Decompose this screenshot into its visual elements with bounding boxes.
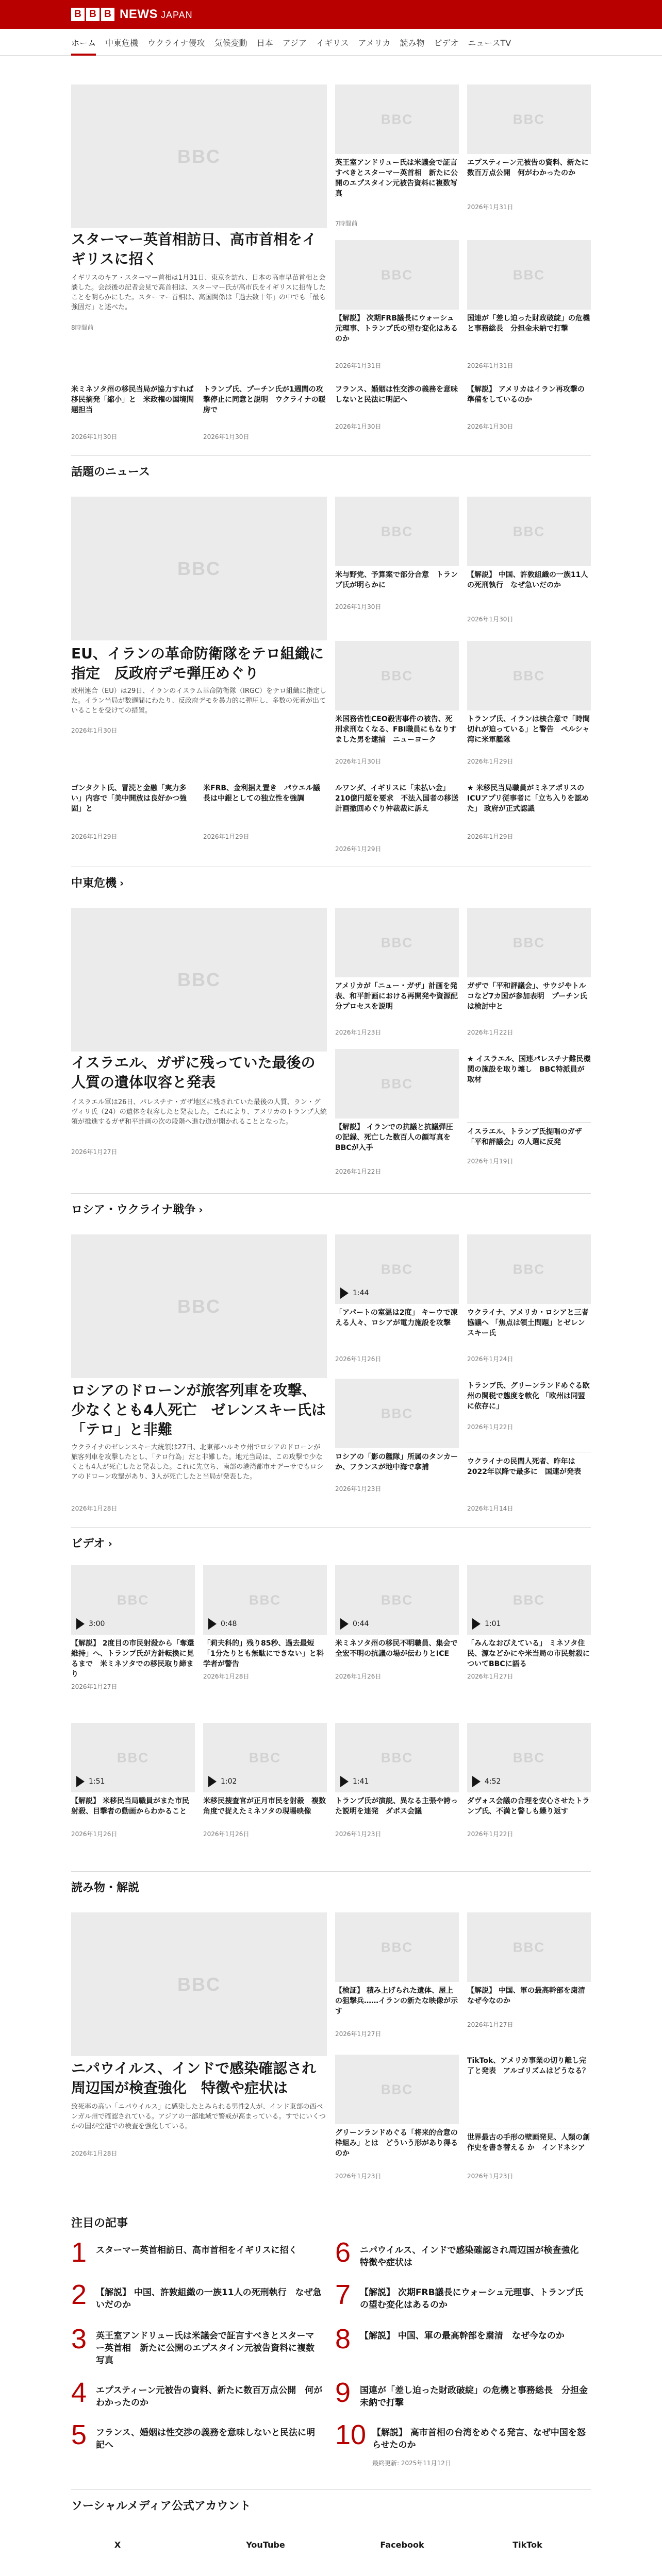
video-headline[interactable]: 米移民捜査官が正月市民を射殺 複数角度で捉えたミネソタの現場映像 xyxy=(203,1797,326,1816)
story-image[interactable] xyxy=(335,497,459,566)
story-image[interactable] xyxy=(335,1912,459,1982)
story-date: 2026年1月30日 xyxy=(467,423,514,430)
section-title xyxy=(71,2207,591,2230)
lead-image[interactable] xyxy=(71,84,327,228)
play-icon xyxy=(208,1618,217,1630)
story-headline[interactable]: ロシアの「影の艦隊」所属のタンカー か、フランスが地中海で拿捕 xyxy=(335,1453,458,1471)
story-image[interactable] xyxy=(335,240,459,310)
story-date: 2026年1月30日 xyxy=(203,433,250,440)
story-image[interactable] xyxy=(335,908,459,977)
story-date: 2026年1月29日 xyxy=(335,845,382,853)
lead-summary: イギリスのキア・スターマー首相は1月31日、東京を訪れ、日本の高市早苗首相と会談した。会談後の記者会見で高首相は、スターマー氏が高市氏をイギリスに招待したことを明らかにした。スターマー首相は、高国関係は「過去数十年」の中でも「最も強固だ」と述べた。 xyxy=(71,274,326,311)
story-date: 2026年1月30日 xyxy=(467,616,514,623)
video-headline[interactable]: トランプ氏が演説、異なる主張や誇った説明を連発 ダボス会議 xyxy=(335,1797,458,1816)
story-headline[interactable]: ゴンタクト氏、冒涜と金融「実力多い」内容で「美中開放は良好かつ強固」と xyxy=(71,784,187,813)
social-link-youtube[interactable]: YouTube xyxy=(246,2540,285,2550)
lead-headline[interactable]: EU、イランの革命防衛隊をテロ組織に指定 反政府デモ弾圧めぐり xyxy=(71,645,324,682)
video-image[interactable] xyxy=(203,1565,327,1635)
video-duration: 0:44 xyxy=(353,1620,369,1628)
story-date: 2026年1月30日 xyxy=(71,433,118,440)
video-date: 2026年1月26日 xyxy=(203,1831,250,1838)
story-headline[interactable]: フランス、婚姻は性交渉の義務を意味しないと民法に明記へ xyxy=(335,385,458,404)
rank-number: 10 xyxy=(335,2419,367,2450)
social-link-x[interactable]: X xyxy=(114,2540,121,2550)
video-duration: 1:41 xyxy=(353,1777,369,1786)
most-read-link[interactable]: 英王室アンドリュー氏は米議会で証言すべきとスターマー英首相 新たに公開のエプスタイン元被告資料に複数写真 xyxy=(96,2331,315,2366)
rank-number: 2 xyxy=(71,2279,87,2310)
video-headline[interactable]: ダヴォス会議の合理を安心させたトランプ氏、不満と警しも繰り返す xyxy=(467,1797,590,1816)
nav-middle-east[interactable]: 中東危機 xyxy=(105,38,139,48)
rank-number: 6 xyxy=(335,2237,351,2268)
play-icon xyxy=(208,1776,217,1787)
story-date: 2026年1月31日 xyxy=(335,362,382,369)
story-headline[interactable]: アメリカが「ニュー・ガザ」計画を発表、和平計画における再開発や資源配分プロセスを説明 xyxy=(335,982,458,1011)
nav-news-tv[interactable]: ニュースTV xyxy=(468,38,511,48)
story-headline[interactable]: 【解説】 イランでの抗議と抗議弾圧の記録、死亡した数百人の顔写真をBBCが入手 xyxy=(335,1123,453,1152)
chevron-right-icon: › xyxy=(120,877,124,889)
lead-headline[interactable]: イスラエル、ガザに残っていた最後の人質の遺体収容と発表 xyxy=(71,1054,316,1091)
story-date: 2026年1月23日 xyxy=(467,2173,514,2180)
social-link-tiktok[interactable]: TikTok xyxy=(512,2540,542,2550)
story-headline[interactable]: ウクライナ、アメリカ・ロシアと三者協議へ 「焦点は領土問題」とゼレンスキー氏 xyxy=(467,1309,589,1337)
lead-date: 2026年1月28日 xyxy=(71,2150,118,2157)
video-duration: 4:52 xyxy=(485,1777,501,1786)
story-headline[interactable]: 米国務省性CEO殺害事件の被告、死刑求刑なくなる、FBI職員にもなりすました男を逮捕 ニューヨーク xyxy=(335,715,457,744)
lead-summary: イスラエル軍は26日、パレスチナ・ガザ地区に残されていた最後の人質、ラン・グヴィリ氏（24）の遺体を収容したと発表した。これにより、アメリカのトランプ大統領が推進するガザ和平計画の次の段階へ進む道が開かれることとなった。 xyxy=(71,1098,327,1126)
story-date: 2026年1月22日 xyxy=(335,1168,382,1175)
section-title-text: 話題のニュース xyxy=(71,466,150,479)
bbc-block: B xyxy=(101,8,114,21)
video-image[interactable] xyxy=(71,1723,195,1792)
lead-headline[interactable]: ロシアのドローンが旅客列車を攻撃、少なくとも4人死亡 ゼレンスキー氏は「テロ」と非難 xyxy=(71,1382,326,1438)
rank-number: 1 xyxy=(71,2237,87,2268)
lead-date: 8時間前 xyxy=(71,324,94,331)
story-image[interactable] xyxy=(335,1049,459,1118)
story-headline[interactable]: トランプ氏、プーチン氏が1週間の攻撃停止に同意と説明 ウクライナの暖房で xyxy=(203,385,326,414)
lead-summary: 欧州連合（EU）は29日、イランのイスラム革命防衛隊（IRGC）をテロ組織に指定した。イラン当局が数週間にわたり、反政府デモを暴力的に弾圧し、多数の死者が出ていることを受けての措置。 xyxy=(71,687,327,715)
story-image[interactable] xyxy=(467,1912,591,1982)
story-headline[interactable]: 米ミネソタ州の移民当局が協力すれば移民摘発「縮小」と 米政権の国境問題担当 xyxy=(71,385,194,414)
video-image[interactable] xyxy=(467,1565,591,1635)
play-button[interactable] xyxy=(208,1618,237,1630)
story-date: 2026年1月27日 xyxy=(335,2030,382,2038)
video-duration: 0:48 xyxy=(221,1620,237,1628)
video-date: 2026年1月26日 xyxy=(335,1673,382,1680)
video-duration: 1:01 xyxy=(485,1620,501,1628)
bbc-news-logo[interactable] xyxy=(71,6,193,23)
video-image[interactable] xyxy=(71,1565,195,1635)
play-button[interactable] xyxy=(340,1776,369,1787)
story-image[interactable] xyxy=(335,2055,459,2124)
most-read-link[interactable]: エプスティーン元被告の資料、新たに数百万点公開 何がわかったのか xyxy=(96,2385,323,2408)
most-read-link[interactable]: ニパウイルス、インドで感染確認され周辺国が検査強化 特徴や症状は xyxy=(360,2245,588,2268)
story-headline[interactable]: 国連が「差し迫った財政破綻」の危機と事務総長 分担金未納で打撃 xyxy=(467,314,590,333)
story-date: 2026年1月22日 xyxy=(467,1423,514,1431)
video-image[interactable] xyxy=(467,1723,591,1792)
story-date: 2026年1月29日 xyxy=(467,758,514,765)
chevron-right-icon: › xyxy=(198,1204,203,1216)
story-image[interactable] xyxy=(335,1379,459,1448)
most-read-link[interactable]: スターマー英首相訪日、高市首相をイギリスに招く xyxy=(96,2245,297,2256)
bbc-block: B xyxy=(71,8,85,21)
lead-date: 2026年1月27日 xyxy=(71,1148,118,1156)
brand-news: NEWS xyxy=(120,7,158,21)
rank-number: 7 xyxy=(335,2279,351,2310)
most-read-link[interactable]: 【解説】 中国、軍の最高幹部を粛清 なぜ今なのか xyxy=(360,2331,565,2341)
play-button[interactable] xyxy=(76,1776,105,1787)
story-date: 2026年1月24日 xyxy=(467,1355,514,1363)
story-date: 2026年1月31日 xyxy=(467,362,514,369)
play-button[interactable] xyxy=(472,1618,501,1630)
story-headline[interactable]: 世界最古の手形の壁画発見、人類の創作史を書き替える か インドネシア xyxy=(467,2128,591,2159)
chevron-right-icon: › xyxy=(108,1537,112,1550)
play-icon xyxy=(340,1287,349,1299)
story-image[interactable] xyxy=(335,84,459,154)
story-headline[interactable]: 【解説】 次期FRB議長にウォーシュ元理事、トランプ氏の望む変化はあるのか xyxy=(335,314,458,343)
video-date: 2026年1月28日 xyxy=(203,1673,250,1680)
lead-image[interactable] xyxy=(71,1234,327,1378)
play-icon xyxy=(472,1776,481,1787)
nav-uk[interactable]: イギリス xyxy=(316,38,349,48)
story-date: 2026年1月30日 xyxy=(335,758,382,765)
nav-features[interactable]: 読み物 xyxy=(400,38,425,48)
story-image[interactable] xyxy=(467,908,591,977)
lead-headline[interactable]: ニパウイルス、インドで感染確認され周辺国が検査強化 特徴や症状は xyxy=(71,2060,317,2096)
video-date: 2026年1月23日 xyxy=(335,1831,382,1838)
story-headline[interactable]: 【解説】 中国、許敦組織の一族11人の死刑執行 なぜ急いだのか xyxy=(467,571,588,589)
story-headline[interactable]: エプスティーン元被告の資料、新たに数百万点公開 何がわかったのか xyxy=(467,159,589,177)
story-date: 2026年1月29日 xyxy=(467,833,514,840)
story-headline[interactable]: 【検証】 積み上げられた遺体、屋上の狙撃兵……イランの新たな映像が示す xyxy=(335,1987,458,2015)
play-icon xyxy=(340,1618,349,1630)
video-date: 2026年1月22日 xyxy=(467,1831,514,1838)
bbc-block: B xyxy=(86,8,100,21)
story-date: 2026年1月30日 xyxy=(335,423,382,430)
story-image[interactable] xyxy=(467,84,591,154)
story-date: 2026年1月29日 xyxy=(203,833,250,840)
section-title-text: ロシア・ウクライナ戦争 xyxy=(71,1204,196,1216)
video-headline[interactable]: 【解説】 2度目の市民射殺から「奪還維持」へ、トランプ氏が方針転換に見るまで 米ミネソタでの移民取り締まり xyxy=(71,1639,194,1679)
section-title-text: ビデオ xyxy=(71,1537,105,1550)
story-headline[interactable]: トランプ氏、グリーンランドめぐる欧州の関税で態度を軟化 「欧州は同盟に依存に」 xyxy=(467,1382,590,1411)
main-nav xyxy=(0,29,662,56)
most-read-link[interactable]: 国連が「差し迫った財政破綻」の危機と事務総長 分担金未納で打撃 xyxy=(360,2385,588,2408)
video-headline[interactable]: 「莉夫科的」残り85秒、過去最短 「1分たりとも無駄にできない」と科学者が警告 xyxy=(203,1639,324,1668)
story-date: 2026年1月26日 xyxy=(335,1355,382,1363)
story-headline[interactable]: ★ イスラエル、国連パレスチナ難民機関の施設を取り壊し BBC特派員が取材 xyxy=(467,1055,591,1084)
brand-name xyxy=(120,7,193,22)
story-date: 2026年1月29日 xyxy=(71,833,118,840)
story-headline[interactable]: 英王室アンドリュー氏は米議会で証言すべきとスターマー英首相 新たに公開のエプスタイン元被告資料に複数写真 xyxy=(335,159,458,198)
nav-ukraine[interactable]: ウクライナ侵攻 xyxy=(147,38,205,48)
lead-image[interactable] xyxy=(71,497,327,640)
story-headline[interactable]: ★ 米移民当局職員がミネアポリスのICUアプリ従事者に「立ち入りを認めた」 政府が正式認識 xyxy=(467,784,589,813)
story-date: 7時間前 xyxy=(335,220,358,227)
section-title[interactable] xyxy=(71,1527,591,1551)
rank-number: 3 xyxy=(71,2324,87,2354)
rank-number: 4 xyxy=(71,2377,87,2408)
story-headline[interactable]: グリーンランドめぐる「将来的合意の枠組み」とは どういう形があり得るのか xyxy=(335,2129,458,2158)
story-headline[interactable]: ガザで「平和評議会」、サウジやトルコなど7カ国が参加表明 プーチン氏は検討中と xyxy=(467,982,587,1011)
story-date: 2026年1月27日 xyxy=(467,2021,514,2028)
play-button[interactable] xyxy=(340,1618,369,1630)
story-headline[interactable]: イスラエル、トランプ氏提唱のガザ「平和評議会」の人選に反発 xyxy=(467,1122,591,1153)
play-button[interactable] xyxy=(76,1618,105,1630)
play-icon xyxy=(76,1776,85,1787)
video-duration: 1:02 xyxy=(221,1777,237,1786)
video-image[interactable] xyxy=(335,1723,459,1792)
nav-asia[interactable]: アジア xyxy=(282,38,307,48)
video-date: 2026年1月27日 xyxy=(467,1673,514,1680)
most-read-link[interactable]: 【解説】 次期FRB議長にウォーシュ元理事、トランプ氏の望む変化はあるのか xyxy=(360,2287,584,2310)
video-duration: 1:44 xyxy=(353,1289,369,1297)
lead-date: 2026年1月30日 xyxy=(71,727,118,734)
section-title[interactable] xyxy=(71,1871,591,1895)
most-read-link[interactable]: フランス、婚姻は性交渉の義務を意味しないと民法に明記へ xyxy=(96,2428,315,2450)
section-title xyxy=(71,2489,591,2513)
rank-number: 9 xyxy=(335,2377,351,2408)
video-duration: 1:51 xyxy=(89,1777,105,1786)
social-link-facebook[interactable]: Facebook xyxy=(380,2540,424,2550)
nav-us[interactable]: アメリカ xyxy=(358,38,391,48)
story-headline[interactable]: 「アパートの室温は2度」 キーウで凍える人々、ロシアが電力施設を攻撃 xyxy=(335,1309,458,1327)
nav-home[interactable]: ホーム xyxy=(71,29,101,56)
section-title-text: 中東危機 xyxy=(71,877,117,890)
story-date: 2026年1月22日 xyxy=(467,1029,514,1036)
video-headline[interactable]: 【解説】 米移民当局職員がまた市民射殺、目撃者の動画からわかること xyxy=(71,1797,189,1816)
site-header xyxy=(0,0,662,29)
story-headline[interactable]: 【解説】 中国、軍の最高幹部を粛清 なぜ今なのか xyxy=(467,1987,592,2005)
lead-summary: ウクライナのゼレンスキー大統領は27日、北東部ハルキウ州でロシアのドローンが旅客列車を攻撃したとし、「テロ行為」だと非難した。地元当局は、この攻撃で少なくとも4人が死亡したと発表した。これに先立ち、南部の港湾都市オデーサでもロシアのドローン攻撃があり、3人が死亡したと当局が発表した。 xyxy=(71,1444,324,1481)
play-button[interactable] xyxy=(208,1776,237,1787)
story-headline[interactable]: 米与野党、予算案で部分合意 トランプ氏が明らかに xyxy=(335,571,458,589)
play-icon xyxy=(340,1776,349,1787)
rank-number: 8 xyxy=(335,2324,351,2354)
section-title-text: 注目の記事 xyxy=(71,2217,128,2230)
story-headline[interactable]: ウクライナの民間人死者、昨年は2022年以降で最多に 国連が発表 xyxy=(467,1452,591,1472)
nav-japan[interactable]: 日本 xyxy=(256,38,273,48)
play-button[interactable] xyxy=(340,1287,369,1299)
section-title[interactable] xyxy=(71,455,591,479)
play-icon xyxy=(76,1618,85,1630)
story-date: 2026年1月31日 xyxy=(467,204,514,211)
most-read-link[interactable]: 【解説】 高市首相の台湾をめぐる発言、なぜ中国を怒らせたのか xyxy=(372,2428,586,2450)
play-icon xyxy=(472,1618,481,1630)
story-image[interactable] xyxy=(467,641,591,710)
video-duration: 3:00 xyxy=(89,1620,105,1628)
story-date: 2026年1月14日 xyxy=(467,1505,514,1512)
video-date: 2026年1月26日 xyxy=(71,1831,118,1838)
lead-date: 2026年1月28日 xyxy=(71,1505,118,1512)
nav-climate[interactable]: 気候変動 xyxy=(214,38,247,48)
story-image[interactable] xyxy=(467,240,591,310)
bbc-blocks xyxy=(71,8,114,21)
story-date: 2026年1月23日 xyxy=(335,1029,382,1036)
video-headline[interactable]: 「みんなおびえている」 ミネソタ住民、源などかにや米当局の市民射殺についてBBCに語る xyxy=(467,1639,590,1668)
story-headline[interactable]: ルワンダ、イギリスに「未払い金」210億円超を要求 不法入国者の移送計画撤回めぐり仲裁裁に訴え xyxy=(335,784,459,813)
story-image[interactable] xyxy=(467,497,591,566)
video-headline[interactable]: 米ミネソタ州の移民不明職員、集会で全宏不明の抗議の場が伝わりとICE xyxy=(335,1639,458,1658)
video-image[interactable] xyxy=(335,1234,459,1304)
video-date: 2026年1月27日 xyxy=(71,1683,118,1690)
section-title-text: 読み物・解説 xyxy=(71,1882,140,1894)
video-image[interactable] xyxy=(335,1565,459,1635)
story-image[interactable] xyxy=(467,1234,591,1304)
story-date: 2026年1月30日 xyxy=(335,603,382,611)
section-title[interactable] xyxy=(71,1193,591,1217)
most-read-link[interactable]: 【解説】 中国、許敦組織の一族11人の死刑執行 なぜ急いだのか xyxy=(96,2287,322,2310)
story-date: 2026年1月23日 xyxy=(335,2173,382,2180)
section-title-text: ソーシャルメディア公式アカウント xyxy=(71,2500,251,2513)
last-updated: 最終更新: 2025年11月12日 xyxy=(372,2460,451,2467)
story-date: 2026年1月23日 xyxy=(335,1485,382,1493)
story-headline[interactable]: 【解説】 アメリカはイラン再攻撃の準備をしているのか xyxy=(467,385,585,404)
story-headline[interactable]: 米FRB、金利据え置き パウエル議長は中銀としての独立性を強調 xyxy=(203,784,321,803)
lead-image[interactable] xyxy=(71,1912,327,2056)
nav-video[interactable]: ビデオ xyxy=(434,38,459,48)
lead-headline[interactable]: スターマー英首相訪日、高市首相をイギリスに招く xyxy=(71,231,317,267)
story-date: 2026年1月19日 xyxy=(467,1158,514,1165)
story-image[interactable] xyxy=(335,641,459,710)
section-title[interactable] xyxy=(71,867,591,890)
play-button[interactable] xyxy=(472,1776,501,1787)
rank-number: 5 xyxy=(71,2419,87,2450)
lead-image[interactable] xyxy=(71,908,327,1052)
story-headline[interactable]: トランプ氏、イランは核合意で「時間切れが迫っている」と警告 ペルシャ湾に米軍艦隊 xyxy=(467,715,590,744)
brand-japan: JAPAN xyxy=(161,10,193,20)
story-headline[interactable]: TikTok、アメリカ事業の切り離し完了と発表 アルゴリズムはどうなる？ xyxy=(467,2057,590,2075)
lead-summary: 致死率の高い「ニパウイルス」に感染したとみられる男性2人が、インド東部の西ベンガル州で確認されている。アジアの一部地域で警戒が高まっている。すでにいくつかの国が空港での検査を強化している。 xyxy=(71,2103,326,2130)
video-image[interactable] xyxy=(203,1723,327,1792)
